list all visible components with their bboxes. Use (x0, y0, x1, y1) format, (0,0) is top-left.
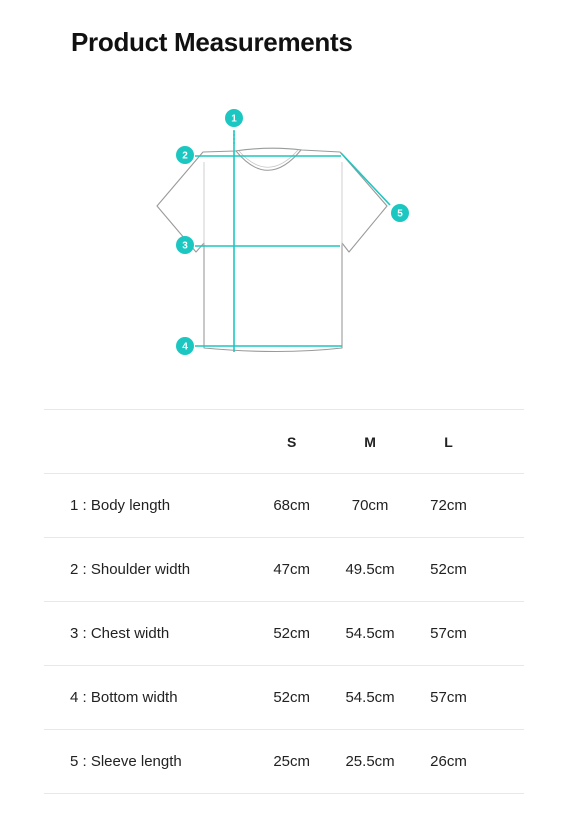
cell-value: 52cm (273, 689, 310, 706)
cell-value: 26cm (430, 753, 467, 770)
cell-value: 72cm (430, 497, 467, 514)
cell-value: 49.5cm (345, 561, 395, 578)
cell-value: 57cm (430, 625, 467, 642)
table-header-row (44, 410, 524, 474)
header-blank (44, 410, 253, 474)
cell-value: 25.5cm (345, 753, 395, 770)
svg-text:3: 3 (182, 240, 188, 252)
header-size-l: L (444, 433, 453, 450)
size-chart-table (44, 409, 524, 794)
table-row (44, 538, 524, 602)
tshirt-measurement-diagram (140, 100, 440, 370)
measure-line-sleeve-length (341, 153, 390, 205)
header-size-s: S (286, 433, 297, 450)
cell-value: 54.5cm (345, 625, 395, 642)
svg-text:1: 1 (231, 113, 237, 125)
marker-3 (176, 236, 194, 254)
cell-value: 68cm (273, 497, 310, 514)
tshirt-neck-rib (239, 150, 298, 167)
cell-value: 52cm (273, 625, 310, 642)
row-label: 4 : Bottom width (70, 689, 178, 706)
row-label: 5 : Sleeve length (70, 753, 182, 770)
svg-text:5: 5 (397, 208, 403, 220)
cell-value: 57cm (430, 689, 467, 706)
svg-text:4: 4 (182, 341, 188, 353)
table-row (44, 602, 524, 666)
cell-value: 70cm (351, 497, 389, 514)
marker-2 (176, 146, 194, 164)
marker-5 (391, 204, 409, 222)
table-row (44, 474, 524, 538)
svg-text:2: 2 (182, 150, 188, 162)
row-label: 1 : Body length (70, 497, 171, 514)
cell-value: 54.5cm (345, 689, 395, 706)
table-row (44, 666, 524, 730)
cell-value: 47cm (273, 561, 310, 578)
marker-4 (176, 337, 194, 355)
marker-1 (225, 109, 243, 127)
header-size-m: M (364, 433, 376, 450)
page-title: Product Measurements (71, 27, 353, 57)
row-label: 2 : Shoulder width (70, 561, 191, 578)
cell-value: 52cm (430, 561, 467, 578)
row-label: 3 : Chest width (70, 625, 170, 642)
table-row (44, 730, 524, 794)
cell-value: 25cm (273, 753, 310, 770)
